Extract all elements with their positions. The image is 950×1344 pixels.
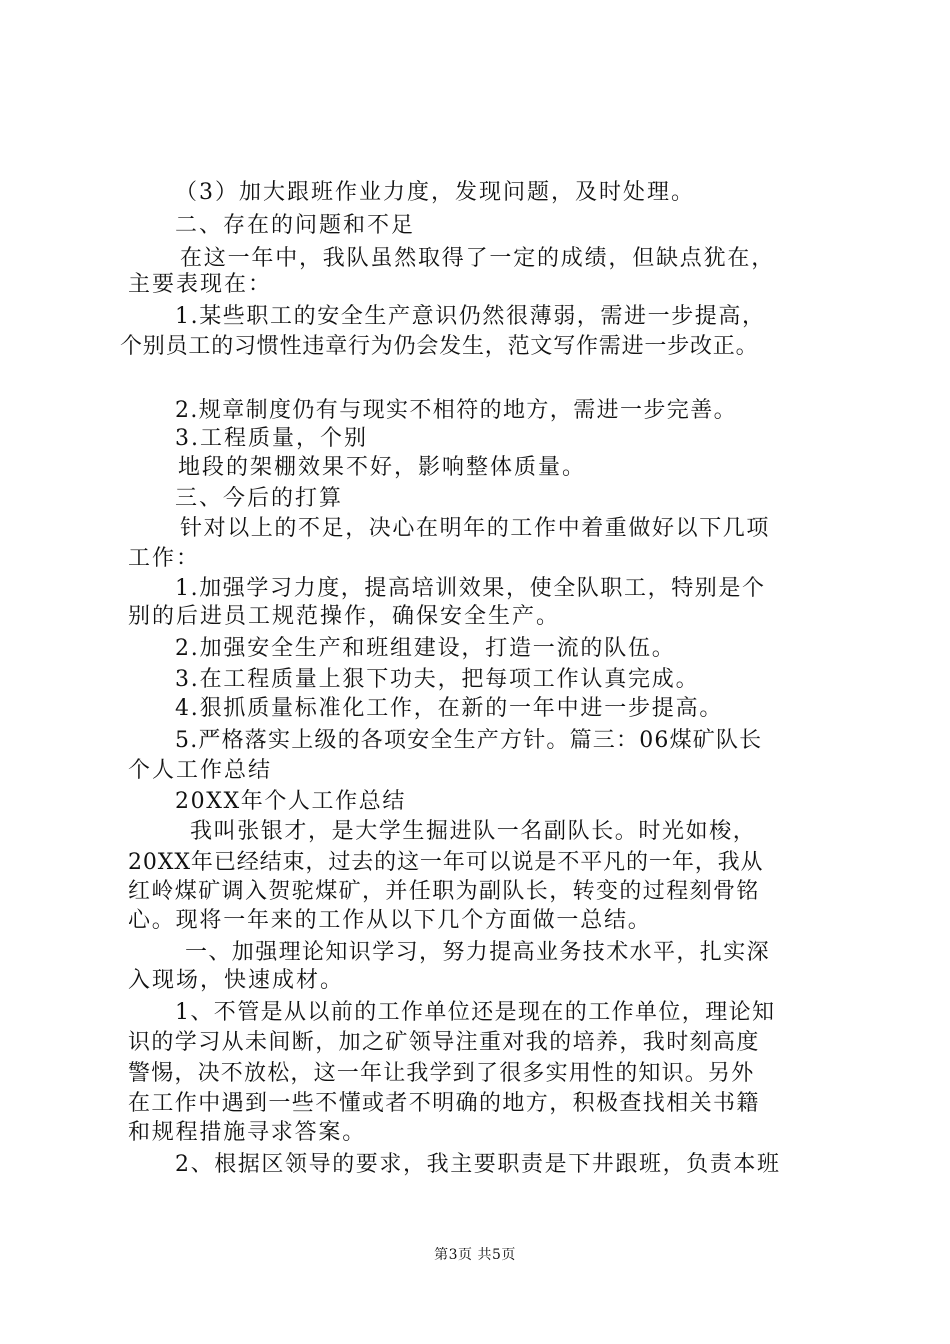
page-number: 第3页 共5页 [434,1247,516,1263]
text-line: 2.规章制度仍有与现实不相符的地方，需进一步完善。 [175,398,737,423]
text-line: 在工作中遇到一些不懂或者不明确的地方，积极查找相关书籍 [128,1091,760,1116]
text-line: 1、不管是从以前的工作单位还是现在的工作单位，理论知 [175,1000,776,1025]
section-heading: 20XX年个人工作总结 [175,789,406,814]
text-line: 地段的架棚效果不好，影响整体质量。 [178,455,587,480]
text-line: 识的学习从未间断，加之矿领导注重对我的培养，我时刻高度 [128,1030,760,1055]
text-line: 别的后进员工规范操作，确保安全生产。 [128,604,561,629]
text-line: 工作： [128,546,201,571]
text-line: 我叫张银才，是大学生掘进队一名副队长。时光如梭， [190,819,757,844]
text-line: 2、根据区领导的要求，我主要职责是下井跟班，负责本班 [175,1152,781,1177]
text-line: 针对以上的不足，决心在明年的工作中着重做好以下几项 [180,516,771,541]
text-line: 20XX年已经结束，过去的这一年可以说是不平凡的一年，我从 [128,850,764,875]
text-line: 3.在工程质量上狠下功夫，把每项工作认真完成。 [175,667,700,692]
text-line: 在这一年中，我队虽然取得了一定的成绩，但缺点犹在， [180,246,776,271]
text-line: 主要表现在： [128,272,273,297]
text-line: 和规程措施寻求答案。 [128,1120,367,1145]
text-line: 警惕，决不放松，这一年让我学到了很多实用性的知识。另外 [128,1061,755,1086]
text-line: 个人工作总结 [128,758,273,783]
text-line: 入现场，快速成材。 [128,968,345,993]
text-line: 3.工程质量，个别 [175,426,368,451]
text-line: 心。现将一年来的工作从以下几个方面做一总结。 [128,908,652,933]
text-line: （3）加大跟班作业力度，发现问题，及时处理。 [175,180,695,205]
text-line: 1.某些职工的安全生产意识仍然很薄弱，需进一步提高， [175,304,766,329]
text-line: 2.加强安全生产和班组建设，打造一流的队伍。 [175,636,676,661]
section-heading: 二、存在的问题和不足 [175,213,416,238]
section-heading: 一、加强理论知识学习，努力提高业务技术水平，扎实深 [185,940,771,965]
text-line: 红岭煤矿调入贺驼煤矿，并任职为副队长，转变的过程刻骨铭 [128,879,760,904]
text-line: 4.狠抓质量标准化工作，在新的一年中进一步提高。 [175,696,724,721]
text-line: 1.加强学习力度，提高培训效果，使全队职工，特别是个 [175,576,766,601]
text-line: 5.严格落实上级的各项安全生产方针。篇三：06煤矿队长 [175,728,763,753]
section-heading: 三、今后的打算 [175,486,344,511]
text-line: 个别员工的习惯性违章行为仍会发生，范文写作需进一步改正。 [120,334,759,359]
